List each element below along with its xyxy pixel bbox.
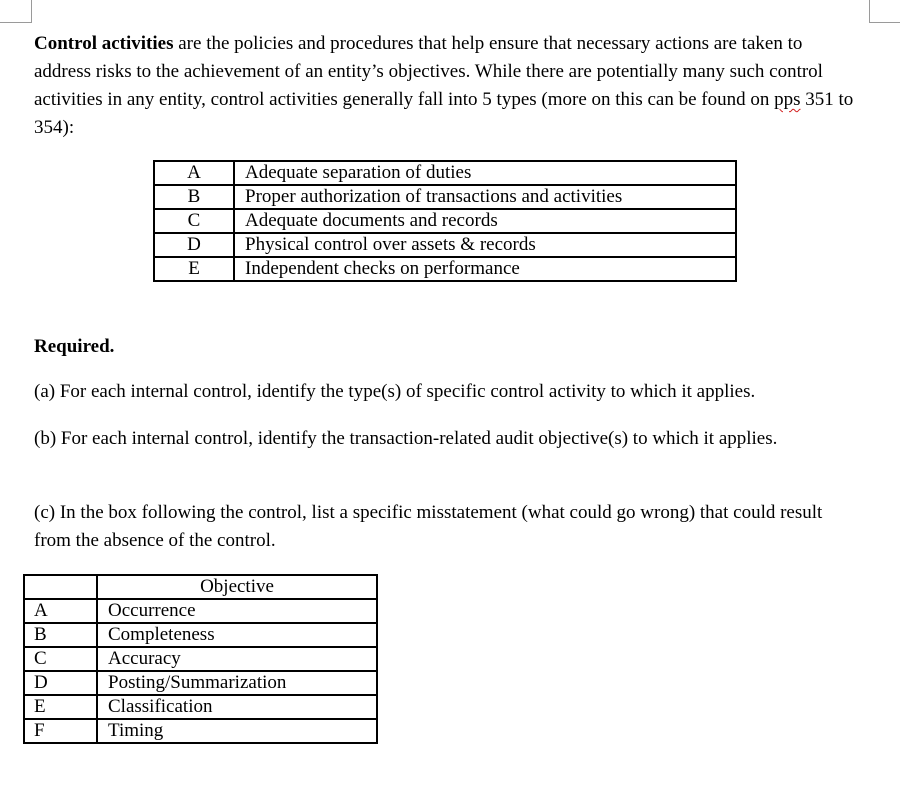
table-row	[24, 719, 377, 743]
intro-text: are the policies and procedures that help ensure that necessary actions are taken to address risks to the achievement of an entity’s objectives. While there are potentially many such control activities in any entity, control activities generally fall into 5 types (more on this can be found on	[34, 33, 823, 110]
required-heading: Required.	[34, 336, 115, 357]
table-row	[154, 209, 736, 233]
table-row	[24, 647, 377, 671]
objective-label: Completeness	[97, 623, 377, 647]
objective-letter: A	[24, 599, 97, 623]
objective-label: Posting/Summarization	[97, 671, 377, 695]
page-corner-mark-right	[869, 0, 900, 23]
objectives-table	[23, 574, 378, 744]
required-part-a: (a) For each internal control, identify the type(s) of specific control activity to which it applies.	[34, 381, 756, 402]
type-label: Proper authorization of transactions and activities	[234, 185, 736, 209]
type-label: Adequate documents and records	[234, 209, 736, 233]
objective-header: Objective	[97, 575, 377, 599]
table-row	[24, 599, 377, 623]
type-label: Independent checks on performance	[234, 257, 736, 281]
intro-text-end: 351 to 354):	[34, 89, 854, 138]
table-row	[24, 695, 377, 719]
objective-label: Classification	[97, 695, 377, 719]
intro-paragraph	[34, 30, 864, 142]
objective-label: Timing	[97, 719, 377, 743]
type-letter: E	[154, 257, 234, 281]
table-row	[154, 185, 736, 209]
control-types-table	[153, 160, 737, 282]
type-label: Adequate separation of duties	[234, 161, 736, 185]
objective-letter: F	[24, 719, 97, 743]
objective-label: Occurrence	[97, 599, 377, 623]
page-ref-spellcheck: pps	[774, 89, 801, 110]
objective-label: Accuracy	[97, 647, 377, 671]
objective-letter: E	[24, 695, 97, 719]
type-letter: C	[154, 209, 234, 233]
page-corner-mark-left	[0, 0, 32, 23]
table-row	[154, 257, 736, 281]
table-row	[154, 233, 736, 257]
objective-letter: B	[24, 623, 97, 647]
intro-bold-term: Control activities	[34, 33, 174, 54]
type-letter: D	[154, 233, 234, 257]
table-row	[24, 623, 377, 647]
header-blank-cell	[24, 575, 97, 599]
table-header-row	[24, 575, 377, 599]
table-row	[154, 161, 736, 185]
required-part-b: (b) For each internal control, identify the transaction-related audit objective(s) to which it applies.	[34, 428, 778, 449]
type-letter: B	[154, 185, 234, 209]
objective-letter: C	[24, 647, 97, 671]
type-letter: A	[154, 161, 234, 185]
objective-letter: D	[24, 671, 97, 695]
required-part-c: (c) In the box following the control, list a specific misstatement (what could go wrong) that could result from the absence of the control.	[34, 502, 823, 551]
table-row	[24, 671, 377, 695]
type-label: Physical control over assets & records	[234, 233, 736, 257]
